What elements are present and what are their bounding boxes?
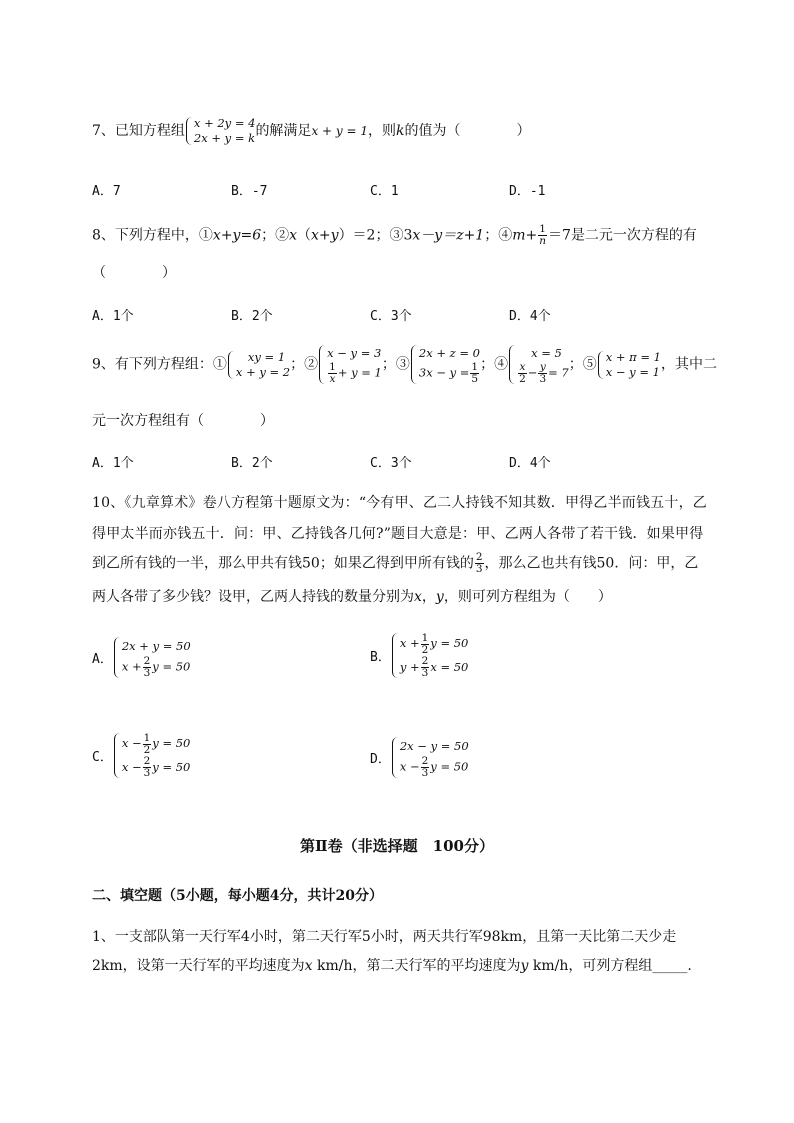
q10-b-r1-num: 1 — [421, 631, 429, 644]
q10-a-r2-tail: y = 50 — [152, 659, 191, 674]
fill-q1-line2-a: 2km，设第一天行军的平均速度为 — [92, 958, 305, 974]
q10-c-r1-head: x − — [121, 736, 142, 750]
q9-s5-r2: x − y = 1 — [605, 364, 660, 379]
q10-line3 — [92, 552, 698, 575]
q7-condition: x + y = 1 — [311, 124, 368, 138]
q10-c-label: C． — [92, 750, 113, 765]
q9-option-b[interactable]: B．2个 — [231, 456, 273, 471]
q7-eq2: 2x + y = k — [193, 131, 256, 145]
q9-s3-num: 1 — [471, 361, 479, 373]
q7-option-a[interactable]: A．7 — [92, 184, 121, 199]
q7-var-k: k — [396, 123, 405, 139]
q8-eq2-inner: x+y — [311, 227, 339, 244]
q8-tail: ＝7是二元一次方程的有 — [548, 227, 697, 244]
q10-option-c[interactable] — [92, 732, 190, 779]
q10-var-x: x — [414, 589, 422, 605]
q7-prefix: 7、已知方程组 — [92, 123, 185, 139]
q10-option-d[interactable] — [370, 736, 469, 779]
q10-c-r1-num: 1 — [143, 731, 151, 744]
q10-a-num: 2 — [143, 655, 151, 667]
q10-b-r2 — [400, 656, 469, 680]
q10-c-r1-den: 2 — [143, 743, 151, 756]
q8-eq3: x－y＝z+1 — [412, 227, 485, 244]
q10-line4-a: 两人各带了多少钱？设甲，乙两人持钱的数量分别为 — [92, 589, 414, 605]
q9-s2-r2 — [327, 362, 382, 385]
q9-s2-num: 1 — [329, 361, 336, 373]
q10-d-frac — [421, 756, 430, 779]
q9-s4-r1: x = 5 — [531, 346, 562, 360]
q10-c-r2-head: x − — [121, 759, 142, 774]
fill-q1-line2 — [92, 955, 692, 975]
q7-system — [185, 116, 256, 146]
q8-line2[interactable]: （ ） — [92, 265, 176, 281]
q9-system-2 — [318, 344, 382, 385]
q10-b-r2-tail: x = 50 — [430, 659, 469, 674]
q8-sep3: ；④ — [484, 227, 513, 244]
q10-option-a[interactable] — [92, 636, 191, 679]
q9-s4-r2 — [517, 362, 569, 385]
fill-q1-line2-b: km/h，第二天行军的平均速度为 — [312, 958, 521, 974]
q10-line3-a: 到乙所有钱的一半，那么甲共有钱50；如果乙得到甲所有钱的 — [92, 555, 474, 572]
q8-eq4-plus: + — [525, 227, 538, 244]
q9-s4-tail: = 7 — [548, 365, 569, 380]
q10-line4 — [92, 586, 612, 606]
q9-option-c[interactable]: C．3个 — [370, 456, 412, 471]
q9-system-1 — [227, 350, 290, 380]
q9-s4-a-num: x — [519, 361, 526, 373]
q10-line4-comma: ， — [421, 589, 436, 605]
q9-system-5 — [597, 350, 661, 380]
q10-b-frac-1 — [421, 633, 430, 656]
q10-b-r1-tail: y = 50 — [430, 636, 469, 650]
q10-option-b[interactable] — [370, 632, 468, 679]
q9-system-4 — [508, 344, 569, 385]
q10-c-system — [113, 732, 191, 779]
q9-s4-b-num: y — [539, 361, 546, 373]
q8-eq4-m: m — [512, 227, 526, 244]
q9-s2-den: x — [329, 373, 336, 385]
q10-frac-num: 2 — [475, 551, 483, 563]
q10-a-r2-head: x + — [121, 659, 142, 674]
q10-line2: 得甲太半而亦钱五十．问：甲、乙持钱各几何?”题目大意是：甲、乙两人各带了若干钱．如果甲得 — [92, 526, 704, 542]
q10-b-r1 — [400, 632, 469, 656]
q9-line2[interactable]: 元一次方程组有（ ） — [92, 413, 274, 429]
fill-q1-line2-c: km/h，可列方程组 — [528, 958, 653, 974]
q10-a-den: 3 — [143, 667, 151, 679]
q10-line1: 10、《九章算术》卷八方程第十题原文为：“今有甲、乙二人持钱不知其数．甲得乙半而钱五十，乙 — [92, 495, 707, 511]
q10-frac-den: 3 — [475, 563, 483, 575]
q9-s4-frac-a — [518, 362, 527, 385]
q9-s1-r2: x + y = 2 — [235, 364, 291, 379]
q9-s2-frac — [328, 362, 337, 385]
q9-s3-r1: 2x + z = 0 — [418, 346, 480, 360]
q10-c-r2-num: 2 — [143, 755, 151, 767]
q10-d-r1: 2x − y = 50 — [399, 739, 469, 753]
q7-eq1: x + 2y = 4 — [193, 116, 256, 130]
q8-lead: 8、下列方程中，① — [92, 227, 213, 244]
q10-c-r1-tail: y = 50 — [152, 736, 191, 750]
q10-var-y: y — [435, 589, 444, 605]
q7-option-d[interactable]: D．-1 — [509, 184, 546, 199]
q9-s1-r1: xy = 1 — [247, 349, 286, 364]
q8-frac-den: n — [539, 235, 546, 247]
q9-option-a[interactable]: A．1个 — [92, 456, 134, 471]
q8-eq1: x+y=6 — [212, 227, 262, 244]
q8-eq2-paren: （ — [297, 227, 312, 244]
q9-suffix: ，其中二 — [661, 356, 717, 373]
q10-b-r2-head: y + — [399, 659, 420, 674]
q9-s3-frac — [470, 362, 479, 385]
q10-d-den: 3 — [421, 767, 429, 779]
q8-option-c[interactable]: C．3个 — [370, 309, 412, 324]
q9-sep3: ；③ — [381, 356, 410, 373]
q9-s4-a-den: 2 — [519, 373, 526, 385]
q9-prefix: 9、有下列方程组：① — [92, 356, 227, 373]
q9-s4-minus: − — [527, 365, 538, 380]
q9-s3-head: 3x − y = — [418, 365, 470, 380]
q7-suffix2: 的值为（ ） — [404, 123, 531, 139]
q10-a-r1: 2x + y = 50 — [121, 639, 191, 653]
section-fill-in-heading: 二、填空题（5小题，每小题4分，共计20分） — [92, 888, 383, 904]
q10-line4-b: ，则可列方程组为（ ） — [443, 589, 612, 605]
q9-s4-b-den: 3 — [539, 373, 547, 385]
q7-suffix1: ，则 — [368, 123, 396, 139]
q8-option-d[interactable]: D．4个 — [509, 309, 551, 324]
q9-option-d[interactable]: D．4个 — [509, 456, 551, 471]
q10-c-r2-tail: y = 50 — [152, 759, 191, 774]
q7-option-c[interactable]: C．1 — [370, 184, 399, 199]
q10-b-r2-num: 2 — [421, 655, 429, 667]
q10-fraction — [475, 552, 484, 575]
q10-c-frac-2 — [143, 756, 152, 779]
q10-d-system — [391, 736, 469, 779]
q9-s3-den: 5 — [471, 373, 479, 385]
q9-s2-tail: + y = 1 — [337, 365, 382, 380]
q8-eq2-tail: ）＝2；③3 — [338, 227, 413, 244]
q8-option-a[interactable]: A．1个 — [92, 309, 134, 324]
q10-b-r2-den: 3 — [421, 667, 429, 679]
q10-c-r2-den: 3 — [143, 767, 151, 779]
question-8 — [92, 224, 697, 247]
q8-eq2-x: x — [289, 227, 298, 244]
fill-q1-end: . — [687, 958, 692, 974]
fill-q1-var-y: y — [520, 958, 529, 974]
q10-b-r1-den: 2 — [421, 643, 429, 656]
question-7 — [92, 116, 530, 146]
q10-c-r2 — [122, 756, 191, 780]
fill-q1-line1: 1、一支部队第一天行军4小时，第二天行军5小时，两天共行军98km，且第一天比第二天少走 — [92, 929, 677, 945]
q10-line3-b: ，那么乙也共有钱50．问：甲，乙 — [484, 555, 699, 572]
q10-b-system — [391, 632, 469, 679]
q7-option-b[interactable]: B．-7 — [231, 184, 268, 199]
q10-d-num: 2 — [421, 755, 429, 767]
q10-d-r2 — [400, 756, 469, 779]
fill-q1-var-x: x — [304, 958, 313, 974]
q9-s5-r1: x + π = 1 — [605, 349, 661, 364]
q8-sep1: ；② — [261, 227, 290, 244]
q8-fraction — [538, 224, 547, 247]
q9-system-3 — [410, 344, 480, 385]
q9-sep5: ；⑤ — [568, 356, 597, 373]
q10-b-r1-head: x + — [399, 636, 420, 650]
q7-mid: 的解满足 — [255, 123, 312, 139]
question-9 — [92, 344, 717, 385]
q10-d-r2-head: x − — [399, 759, 420, 774]
q10-c-r1 — [122, 732, 191, 756]
q9-s3-r2 — [419, 362, 480, 385]
q10-b-label: B． — [370, 650, 391, 665]
part-2-title: 第Ⅱ卷（非选择题 100分） — [300, 837, 494, 855]
q10-a-label: A． — [92, 652, 113, 667]
q9-sep4: ；④ — [480, 356, 509, 373]
q9-s4-frac-b — [538, 362, 547, 385]
q8-option-b[interactable]: B．2个 — [231, 309, 273, 324]
q9-s2-r1: x − y = 3 — [327, 346, 382, 360]
q10-b-frac-2 — [421, 656, 430, 679]
fill-q1-answer-blank[interactable]: _____ — [652, 958, 688, 974]
q8-frac-num: 1 — [539, 223, 546, 235]
q10-d-label: D． — [370, 752, 391, 767]
q10-a-r2 — [122, 656, 191, 679]
q10-d-r2-tail: y = 50 — [430, 759, 469, 774]
q10-c-frac-1 — [143, 733, 152, 756]
q10-a-system — [113, 636, 191, 679]
q9-sep2: ；② — [290, 356, 319, 373]
q10-a-frac — [143, 656, 152, 679]
